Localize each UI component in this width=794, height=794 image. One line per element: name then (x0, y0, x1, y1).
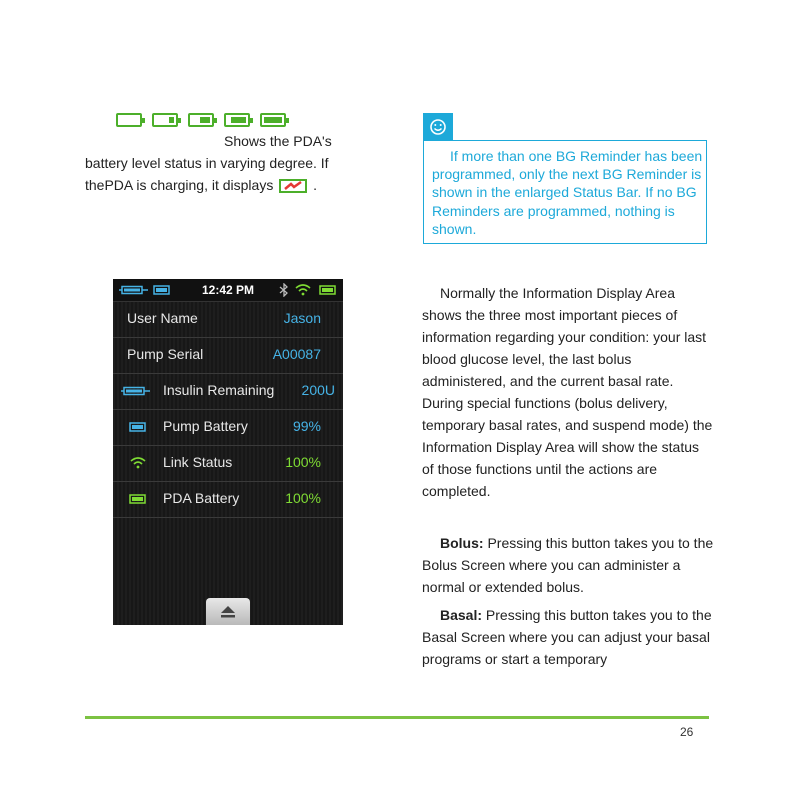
status-bar (113, 279, 343, 302)
battery-level-icons (116, 113, 286, 127)
basal-label: Basal: (440, 607, 483, 623)
battery-quarter-icon (152, 113, 178, 127)
battery-text-line1: Shows the PDA's (224, 133, 332, 149)
eject-button[interactable] (206, 598, 250, 625)
battery-text-line2: battery level status in varying degree. If (85, 155, 329, 171)
note-text: If more than one BG Reminder has been programmed, only the next BG Reminder is shown in the enlarged Status Bar. If no BG Reminders are programmed, nothing is shown. (432, 148, 703, 237)
pump-battery-icon (129, 422, 147, 432)
row-pump-battery[interactable]: Pump Battery 99% (113, 409, 343, 446)
info-display-paragraph: Normally the Information Display Area shows the three most important pieces of information regarding your condition: your last blood glucose level, the last bolus administered, and the current basal rate. During special functions (bolus delivery, temporary basal rates, and suspend mode) the Information Display Area will show the status of those functions until the actions are completed. (422, 285, 713, 499)
battery-three-quarter-icon (224, 113, 250, 127)
row-link-status[interactable]: Link Status 100% (113, 445, 343, 482)
row-insulin-remaining[interactable]: Insulin Remaining 200U (113, 373, 343, 410)
insulin-pump-icon (121, 386, 151, 396)
row-pda-battery[interactable]: PDA Battery 100% (113, 481, 343, 518)
bolus-label: Bolus: (440, 535, 484, 551)
pda-screen (113, 279, 343, 625)
note-tag (423, 113, 453, 141)
row-user-name[interactable]: User Name Jason (113, 301, 343, 338)
smiley-icon (423, 113, 453, 141)
eject-icon (206, 598, 250, 625)
battery-text-line3: thePDA is charging, it displays . (85, 177, 317, 193)
wifi-status-icon (295, 284, 311, 296)
basal-paragraph: Basal: Pressing this button takes you to the Basal Screen where you can adjust your basal programs or start a temporary (422, 607, 712, 667)
footer-divider (85, 716, 709, 719)
pda-battery-icon (129, 494, 147, 504)
pda-battery-status-icon (319, 285, 337, 295)
battery-empty-icon (116, 113, 142, 127)
battery-half-icon (188, 113, 214, 127)
battery-full-icon (260, 113, 286, 127)
wifi-icon (130, 457, 146, 469)
charging-icon (279, 179, 307, 193)
status-time: 12:42 PM (201, 283, 255, 297)
bluetooth-icon (279, 283, 289, 297)
page-number: 26 (680, 725, 694, 739)
bolus-paragraph: Bolus: Pressing this button takes you to the Bolus Screen where you can administer a normal or extended bolus. (422, 535, 714, 595)
row-pump-serial[interactable]: Pump Serial A00087 (113, 337, 343, 374)
